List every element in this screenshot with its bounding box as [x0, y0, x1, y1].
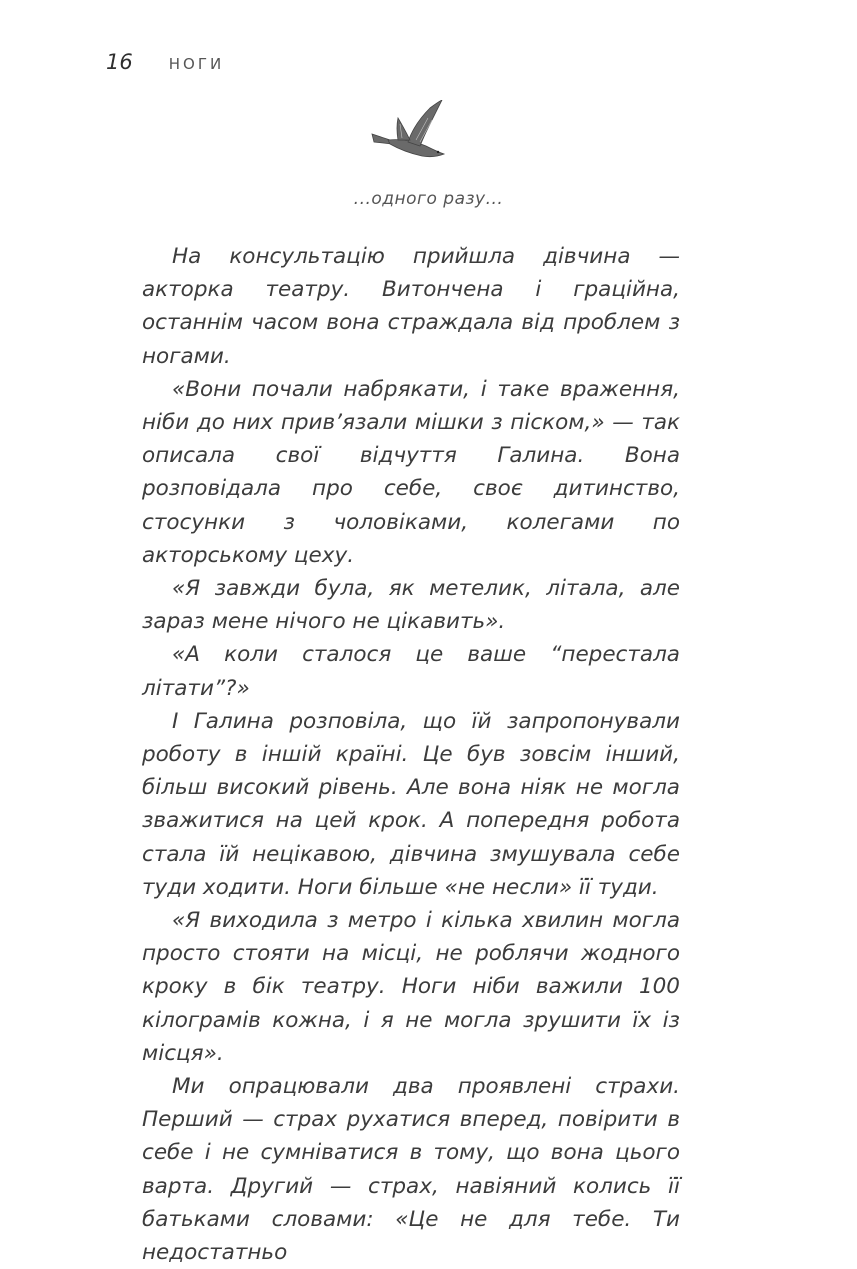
paragraph: «Я виходила з метро і кілька хвилин могла просто стояти на місці, не роблячи жодного кроку в бік театру. Ноги ніби важили 100 кілограмів кожна, і я не могла зрушити їх із місця». [142, 908, 680, 1066]
paragraph: І Галина розповіла, що їй запропонували роботу в іншій країні. Це був зовсім інший, більш високий рівень. Але вона ніяк не могла зважитися на цей крок. А попередня робота стала їй нецікавою, дівчина змушувала себе туди ходити. Ноги більше «не несли» її туди. [142, 708, 680, 900]
paragraph: «Вони почали набрякати, і таке враження, ніби до них прив’язали мішки з піском,» — так описала свої відчуття Галина. Вона розповідала про себе, своє дитинство, стосунки з чоловіками, колегами по акторському цеху. [142, 376, 680, 568]
paragraph: Ми опрацювали два проявлені страхи. Перший — страх рухатися вперед, повірити в себе і не сумніватися в тому, що вона цього варта. Другий — страх, навіяний колись її батьками словами: «Це не для тебе. Ти недостатньо [142, 1074, 680, 1266]
section-title: ...одного разу... [353, 189, 504, 209]
running-head: НОГИ [168, 55, 225, 73]
swallow-bird-icon [368, 100, 450, 164]
page-header [106, 50, 224, 74]
paragraph: «А коли сталося це ваше “перестала літати”?» [142, 642, 680, 701]
page-number: 16 [106, 50, 133, 74]
body-text [142, 240, 680, 1269]
paragraph: «Я завжди була, як метелик, літала, але зараз мене нічого не цікавить». [142, 576, 680, 635]
paragraph: На консультацію прийшла дівчина — акторка театру. Витончена і граційна, останнім часом вона страждала від проблем з ногами. [142, 244, 680, 369]
